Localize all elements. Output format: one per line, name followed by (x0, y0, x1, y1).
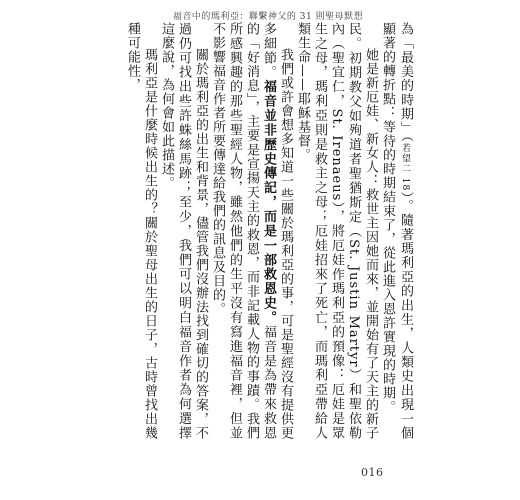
paragraph-1-start: 為「最美的時期」（ (398, 22, 413, 144)
paragraph-5: 瑪利亞是什麼時候出生的？關於聖母出生的日子，古時曾找出幾種可能性， (125, 22, 157, 440)
key-statement: 福音並非歷史傳記，而是一部救恩史。 (261, 79, 276, 326)
paragraph-3-end: 福音是為帶來救恩的「好消息」，主要是宣揚天主的救恩，而非記載人物的事蹟。我們所感興趣的那些聖經人物，雖然他們的生平沒有寫進福音裡，但並不影響福音作者所要傳達給我們的訊息及目的。 (210, 22, 276, 441)
body-text (125, 22, 414, 441)
running-head: 福音中的瑪利亞：聯繫神父的 31 則聖母默想 (172, 12, 364, 22)
paragraph-3-start: 我們或許會想多知道一些關於瑪利亞的事，可是聖經沒有提供更多細節。 (261, 22, 293, 440)
paragraph-1-end: ）。隨著瑪利亞的出生，人類史出現一個顯著的轉折點：等待的時期結束了，從此進入恩許實現的時期。 (380, 22, 413, 440)
paragraph-4: 關於瑪利亞的出生和背景，儘管我們沒辦法找到確切的答案，不過仍可找出些許蛛絲馬跡；至少，我們可以明白福音作者為何選擇這麼說，為何會如此描述。 (159, 22, 208, 440)
paragraph-3 (209, 22, 294, 440)
paragraph-2: 她是新厄娃、新女人：救世主因她而來，並開始有了天主的新子民。初期教父如殉道者聖猶斯定（St. Justin Martyr）和聖依勒內（聖宜仁，St. Irenaeus），將厄娃作瑪利亞的預像：厄娃是眾生之母，瑪利亞則是救主之母；厄娃招來了死亡，而瑪利亞帶給人類生命——耶穌基督。 (295, 22, 378, 440)
page-number: 016 (361, 466, 384, 479)
scripture-reference: 若望二 18 (400, 143, 410, 192)
paragraph-1 (379, 22, 414, 440)
